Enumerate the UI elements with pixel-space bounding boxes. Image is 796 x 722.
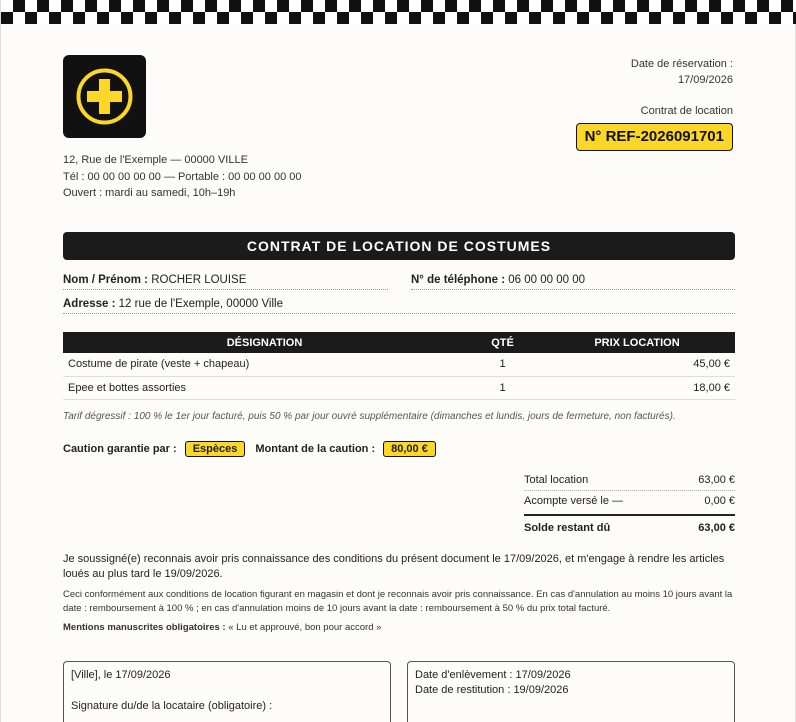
caution-method-badge: Espèces — [185, 441, 246, 457]
signature-box — [63, 661, 391, 722]
caution-label: Caution garantie par : — [63, 443, 177, 455]
checkered-banner — [1, 0, 796, 24]
declaration-text: Je soussigné(e) reconnais avoir pris connaissance des conditions du présent document le 17/09/2026, et m'engage à rendre les articles loués au plus tard le 19/09/2026. — [63, 553, 725, 580]
reservation-date: 17/09/2026 — [677, 74, 733, 86]
reservation-label: Date de réservation : — [630, 58, 733, 70]
item-designation: Epee et bottes assorties — [63, 376, 466, 399]
opening-hours: Ouvert : mardi au samedi, 10h–19h — [63, 187, 236, 199]
total-label: Total location — [524, 474, 589, 486]
return-date: Date de restitution : 19/09/2026 — [415, 684, 569, 696]
phone-line: Tél : 00 00 00 00 00 — Portable : 00 00 00 00 00 — [63, 170, 302, 183]
document-title: CONTRAT DE LOCATION DE COSTUMES — [63, 232, 735, 260]
client-address-value: 12 rue de l'Exemple, 00000 Ville — [118, 298, 283, 310]
item-designation: Costume de pirate (veste + chapeau) — [63, 353, 466, 376]
client-address-label: Adresse : — [63, 298, 116, 310]
client-name-label: Nom / Prénom : — [63, 274, 148, 286]
client-phone-field — [411, 274, 735, 290]
contract-ref-badge: N° REF-2026091701 — [576, 123, 733, 151]
mentions-text: « Lu et approuvé, bon pour accord » — [228, 622, 382, 633]
client-address-field — [63, 298, 735, 314]
acompte-label: Acompte versé le — — [524, 495, 624, 507]
yellow-plus-circle-icon — [73, 65, 136, 128]
address-line: 12, Rue de l'Exemple — 00000 VILLE — [63, 154, 248, 166]
signature-place-date: [Ville], le 17/09/2026 — [71, 669, 171, 681]
mentions-line — [63, 622, 381, 633]
item-price: 18,00 € — [539, 376, 735, 399]
client-phone-value: 06 00 00 00 00 — [508, 274, 586, 286]
total-value: 63,00 € — [698, 474, 735, 486]
totals-block — [524, 470, 735, 535]
shop-address — [63, 152, 302, 202]
acompte-row — [524, 491, 735, 512]
conditions-text: Ceci conformément aux conditions de location figurant en magasin et dont je reconnais avoir pris connaissance. En cas d'annulation au moins 10 jours avant la date : remboursement à 100 % ; en cas d'annulation moins de 10 jours avant la date : remboursement à 50 % du prix total facturé. — [63, 589, 733, 614]
pickup-date: Date d'enlèvement : 17/09/2026 — [415, 669, 571, 681]
caution-amount-badge: 80,00 € — [383, 441, 436, 457]
dates-box — [407, 661, 735, 722]
caution-line — [63, 441, 446, 457]
item-qty: 1 — [466, 376, 539, 399]
mentions-label: Mentions manuscrites obligatoires : — [63, 622, 226, 633]
table-header-row — [63, 332, 735, 353]
solde-value: 63,00 € — [698, 522, 735, 534]
client-name-field — [63, 274, 388, 290]
item-price: 45,00 € — [539, 353, 735, 376]
col-qty: QTÉ — [466, 332, 539, 353]
client-phone-label: N° de téléphone : — [411, 274, 506, 286]
reservation-block — [631, 56, 733, 88]
table-row — [63, 353, 735, 376]
signature-label: Signature du/de la locataire (obligatoire) : — [71, 700, 273, 712]
total-row — [524, 470, 735, 491]
col-designation: DÉSIGNATION — [63, 332, 466, 353]
items-table — [63, 332, 735, 400]
col-price: PRIX LOCATION — [539, 332, 735, 353]
item-qty: 1 — [466, 353, 539, 376]
tarif-note: Tarif dégressif : 100 % le 1er jour facturé, puis 50 % par jour ouvré supplémentaire (dimanches et lundis, jours de fermeture, non facturés). — [63, 411, 676, 422]
acompte-value: 0,00 € — [704, 495, 735, 507]
contract-label: Contrat de location — [640, 105, 733, 117]
table-row — [63, 376, 735, 399]
caution-amount-label: Montant de la caution : — [255, 443, 376, 455]
solde-row — [524, 514, 735, 535]
client-name-value: ROCHER LOUISE — [151, 274, 247, 286]
solde-label: Solde restant dû — [524, 522, 611, 534]
shop-logo — [63, 55, 146, 138]
